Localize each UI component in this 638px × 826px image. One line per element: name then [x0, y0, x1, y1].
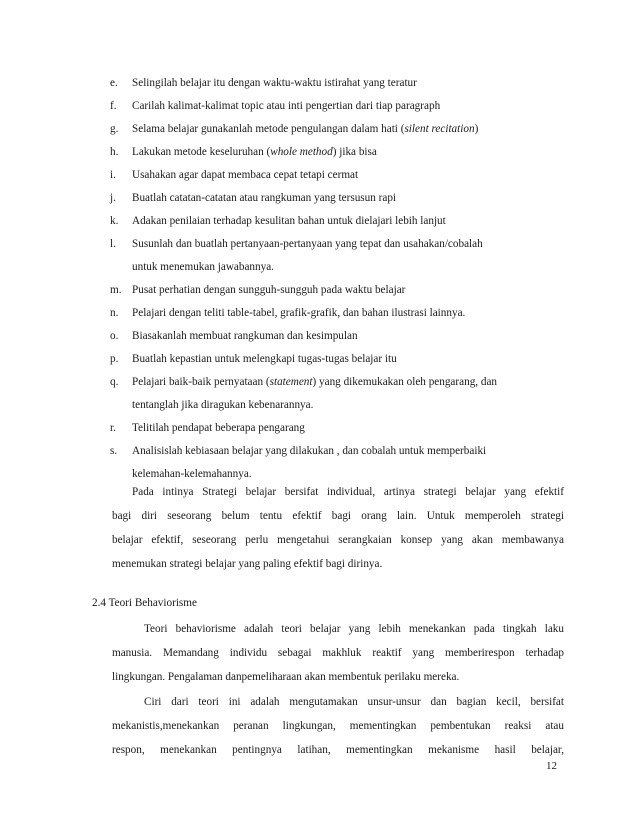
list-item-text: Buatlah kepastian untuk melengkapi tugas-tugas belajar itu [132, 353, 397, 365]
list-item [110, 417, 580, 440]
italic-term: whole method [270, 146, 333, 158]
list-item [110, 187, 580, 210]
list-item [110, 325, 580, 348]
study-tips-list [110, 72, 580, 486]
list-marker: l. [110, 238, 116, 250]
list-marker: k. [110, 215, 119, 227]
list-marker: j. [110, 192, 116, 204]
list-item-text: Selama belajar gunakanlah metode pengulangan dalam hati (silent recitation) [132, 123, 479, 135]
list-item-text: Biasakanlah membuat rangkuman dan kesimpulan [132, 330, 358, 342]
list-item-continuation: kelemahan-kelemahannya. [132, 468, 252, 480]
list-item-text: Carilah kalimat-kalimat topic atau inti pengertian dari tiap paragraph [132, 100, 441, 112]
list-marker: i. [110, 169, 116, 181]
list-item-text: Selingilah belajar itu dengan waktu-waktu istirahat yang teratur [132, 77, 417, 89]
list-item [110, 141, 580, 164]
paragraph-line: Teori behaviorisme adalah teori belajar yang lebih menekankan pada tingkah laku [144, 623, 564, 635]
list-marker: q. [110, 376, 119, 388]
list-marker: m. [110, 284, 122, 296]
section-heading: 2.4 Teori Behaviorisme [92, 597, 197, 609]
list-marker: e. [110, 77, 118, 89]
list-item-text: Lakukan metode keseluruhan (whole method) jika bisa [132, 146, 377, 158]
list-item-text: Telitilah pendapat beberapa pengarang [132, 422, 305, 434]
paragraph-line: lingkungan. Pengalaman danpemeliharaan akan membentuk perilaku mereka. [112, 671, 460, 683]
list-item [110, 348, 580, 371]
list-item-text: Pusat perhatian dengan sungguh-sungguh pada waktu belajar [132, 284, 406, 296]
paragraph-line: Ciri dari teori ini adalah mengutamakan unsur-unsur dan bagian kecil, bersifat [144, 696, 564, 708]
list-item [110, 118, 580, 141]
list-item [110, 371, 580, 394]
list-marker: r. [110, 422, 116, 434]
list-item [110, 72, 580, 95]
paragraph-line: menemukan strategi belajar yang paling efektif bagi dirinya. [112, 558, 383, 570]
list-item [110, 279, 580, 302]
list-marker: p. [110, 353, 119, 365]
list-item [110, 164, 580, 187]
list-item-text: Adakan penilaian terhadap kesulitan bahan untuk dielajari lebih lanjut [132, 215, 446, 227]
paragraph-strategy [112, 480, 564, 576]
list-item [110, 440, 580, 463]
list-item-text: Usahakan agar dapat membaca cepat tetapi cermat [132, 169, 359, 181]
list-item-continuation: tentanglah jika diragukan kebenarannya. [132, 399, 314, 411]
paragraph-behaviorism [112, 617, 564, 689]
paragraph-line: manusia. Memandang individu sebagai makhluk reaktif yang memberirespon terhadap [112, 647, 564, 659]
paragraph-line: Pada intinya Strategi belajar bersifat individual, artinya strategi belajar yang efektif [132, 486, 564, 498]
italic-term: statement [269, 376, 313, 388]
list-item [110, 210, 580, 233]
list-item-text: Pelajari baik-baik pernyataan (statement) yang dikemukakan oleh pengarang, dan [132, 376, 498, 388]
list-marker: f. [110, 100, 117, 112]
list-marker: n. [110, 307, 119, 319]
list-item-text: Buatlah catatan-catatan atau rangkuman yang tersusun rapi [132, 192, 397, 204]
paragraph-characteristics [112, 690, 564, 762]
italic-term: silent recitation [404, 123, 475, 135]
list-item-text: Pelajari dengan teliti table-tabel, grafik-grafik, dan bahan ilustrasi lainnya. [132, 307, 466, 319]
paragraph-line: respon, menekankan pentingnya latihan, mementingkan mekanisme hasil belajar, [112, 744, 564, 756]
list-item-text: Susunlah dan buatlah pertanyaan-pertanyaan yang tepat dan usahakan/cobalah [132, 238, 483, 250]
list-marker: s. [110, 445, 118, 457]
list-item [110, 302, 580, 325]
list-item-continuation: untuk menemukan jawabannya. [132, 261, 274, 273]
paragraph-line: mekanistis,menekankan peranan lingkungan, mementingkan pembentukan reaksi atau [112, 720, 564, 732]
list-marker: g. [110, 123, 119, 135]
list-item [110, 95, 580, 118]
list-marker: h. [110, 146, 119, 158]
list-marker: o. [110, 330, 119, 342]
list-item [110, 233, 580, 256]
page-number: 12 [546, 760, 557, 772]
list-item-text: Analisislah kebiasaan belajar yang dilakukan , dan cobalah untuk memperbaiki [132, 445, 487, 457]
paragraph-line: belajar efektif, seseorang perlu mengetahui serangkaian konsep yang akan membawanya [112, 534, 564, 546]
paragraph-line: bagi diri seseorang belum tentu efektif bagi orang lain. Untuk memperoleh strategi [112, 510, 564, 522]
